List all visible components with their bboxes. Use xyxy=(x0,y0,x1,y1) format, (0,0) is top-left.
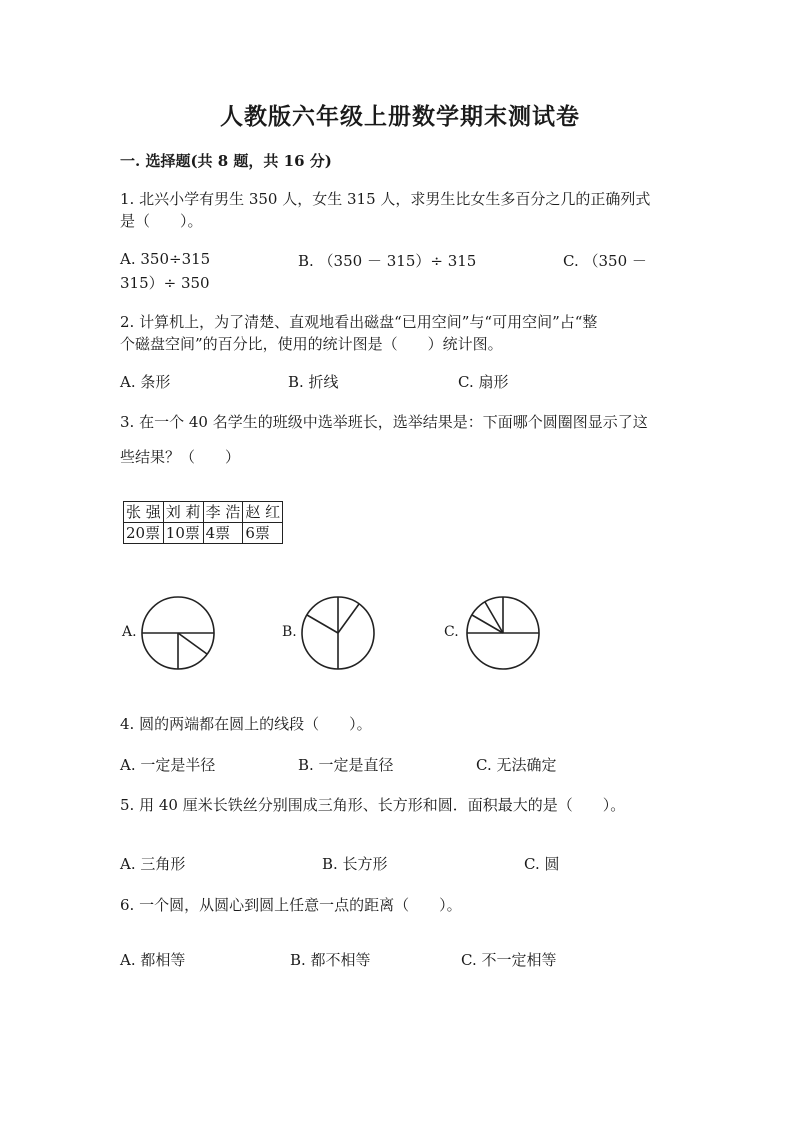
page-title: 人教版六年级上册数学期末测试卷 xyxy=(220,103,580,130)
pie-chart-b xyxy=(300,595,380,675)
q6-option-a: A. 都相等 xyxy=(120,951,186,969)
q2-option-b: B. 折线 xyxy=(288,373,339,391)
vote-table-votes: 6票 xyxy=(243,523,283,544)
q2-text-line1: 2. 计算机上，为了清楚、直观地看出磁盘“已用空间”与“可用空间”占“整 xyxy=(120,313,598,331)
q4-option-b: B. 一定是直径 xyxy=(298,756,394,774)
section-heading: 一. 选择题(共 8 题，共 16 分) xyxy=(120,152,332,170)
q2-option-c: C. 扇形 xyxy=(458,373,509,391)
vote-table-names-row xyxy=(124,502,283,523)
q1-option-c: C. （350 － xyxy=(563,252,647,270)
q1-text-line1: 1. 北兴小学有男生 350 人，女生 315 人，求男生比女生多百分之几的正确列式 xyxy=(120,190,651,208)
q1-text-line2: 是（ ）。 xyxy=(120,212,203,230)
q1-option-b: B. （350 － 315）÷ 315 xyxy=(298,252,477,270)
q5-option-a: A. 三角形 xyxy=(120,855,186,873)
vote-table-name: 刘 莉 xyxy=(163,502,203,523)
q1-option-c-cont: 315）÷ 350 xyxy=(120,274,210,292)
pie-a-label: A. xyxy=(122,624,137,640)
q5-text: 5. 用 40 厘米长铁丝分别围成三角形、长方形和圆．面积最大的是（ ）。 xyxy=(120,796,626,814)
pie-b-label: B. xyxy=(282,624,297,640)
q6-text: 6. 一个圆，从圆心到圆上任意一点的距离（ ）。 xyxy=(120,896,462,914)
q3-text-line1: 3. 在一个 40 名学生的班级中选举班长，选举结果是：下面哪个圆圈图显示了这 xyxy=(120,413,648,431)
q6-option-b: B. 都不相等 xyxy=(290,951,371,969)
vote-table-name: 李 浩 xyxy=(203,502,243,523)
pie-c-label: C. xyxy=(444,624,459,640)
q3-text-line2: 些结果？（ ） xyxy=(120,448,241,466)
q4-text: 4. 圆的两端都在圆上的线段（ ）。 xyxy=(120,715,372,733)
pie-a-radius xyxy=(178,633,207,654)
q1-option-a: A. 350÷315 xyxy=(120,250,211,268)
vote-table-votes: 4票 xyxy=(203,523,243,544)
vote-table-votes-row xyxy=(124,523,283,544)
q2-option-a: A. 条形 xyxy=(120,373,171,391)
q4-option-a: A. 一定是半径 xyxy=(120,756,216,774)
vote-table-name: 赵 红 xyxy=(243,502,283,523)
vote-table xyxy=(123,501,283,544)
vote-table-votes: 20票 xyxy=(124,523,164,544)
pie-b-radius xyxy=(307,615,338,633)
vote-table-votes: 10票 xyxy=(163,523,203,544)
pie-chart-c xyxy=(465,595,545,675)
pie-chart-a xyxy=(140,595,220,675)
q5-option-c: C. 圆 xyxy=(524,855,560,873)
pie-b-radius xyxy=(338,604,359,633)
q6-option-c: C. 不一定相等 xyxy=(461,951,557,969)
vote-table-name: 张 强 xyxy=(124,502,164,523)
q4-option-c: C. 无法确定 xyxy=(476,756,557,774)
q5-option-b: B. 长方形 xyxy=(322,855,388,873)
q2-text-line2: 个磁盘空间”的百分比，使用的统计图是（ ）统计图。 xyxy=(120,335,503,353)
